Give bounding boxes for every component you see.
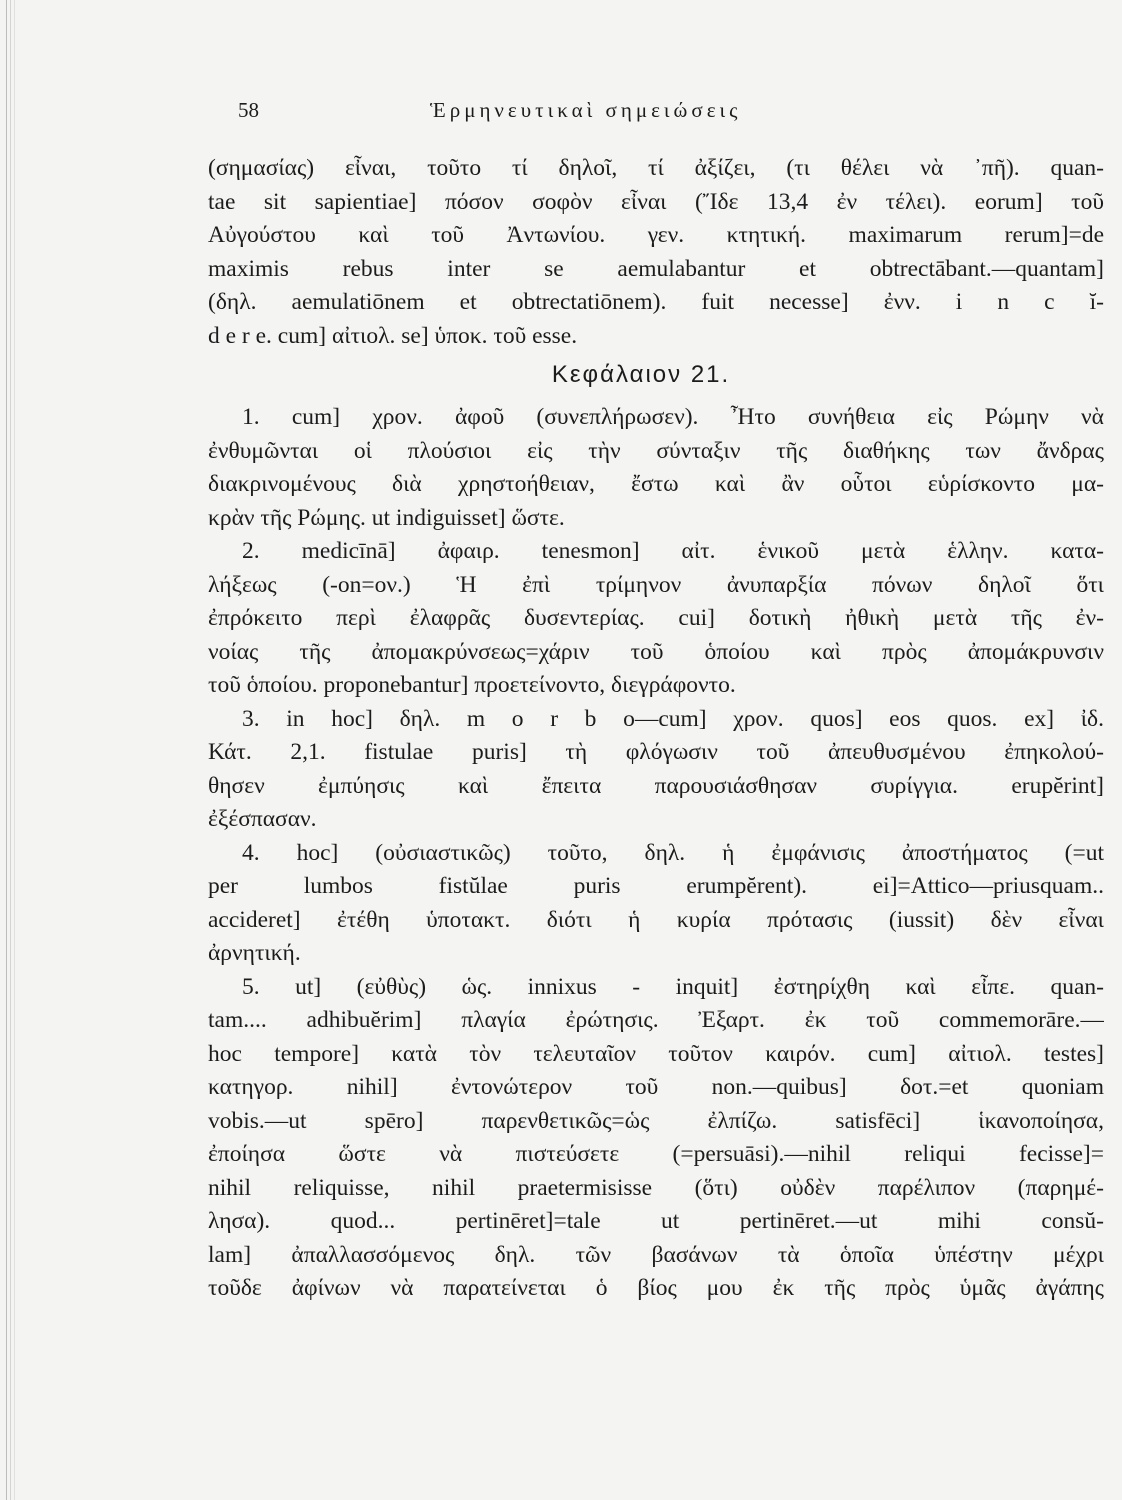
running-head — [238, 98, 878, 128]
text-line: 5. ut] (εὐθὺς) ὡς. innixus - inquit] ἐστηρίχθη καὶ εἶπε. quan- — [242, 973, 1104, 1000]
text-line: hoc tempore] κατὰ τὸν τελευταῖον τοῦτον καιρόν. cum] αἰτιολ. testes] — [208, 1040, 1104, 1067]
text-line: tae sit sapientiae] πόσον σοφὸν εἶναι (Ἴδε 13,4 ἐν τέλει). eorum] τοῦ — [208, 188, 1104, 215]
text-line: τοῦδε ἀφίνων νὰ παρατείνεται ὁ βίος μου ἐκ τῆς πρὸς ὑμᾶς ἀγάπης — [208, 1275, 1104, 1301]
text-line: per lumbos fistŭlae puris erumpĕrent). ei]=Attico—priusquam.. — [208, 873, 1104, 899]
text-line: λήξεως (-on=ον.) Ἡ ἐπὶ τρίμηνον ἀνυπαρξία πόνων δηλοῖ ὅτι — [208, 571, 1104, 598]
chapter-heading: Κεφάλαιον 21. — [551, 361, 731, 388]
text-line: maximis rebus inter se aemulabantur et obtrectābant.—quantam] — [208, 255, 1104, 282]
text-line: (σημασίας) εἶναι, τοῦτο τί δηλοῖ, τί ἀξίζει, (τι θέλει νὰ ᾽πῆ). quan- — [208, 155, 1104, 181]
text-line: tam.... adhibuĕrim] πλαγία ἐρώτησις. Ἐξαρτ. ἐκ τοῦ commemorāre.— — [208, 1007, 1104, 1033]
intro-paragraph — [208, 152, 1104, 353]
text-line: ἐνθυμῶνται οἱ πλούσιοι εἰς τὴν σύνταξιν τῆς διαθήκης των ἄνδρας — [208, 437, 1104, 464]
text-line: ἀρνητική. — [208, 940, 301, 966]
page-edge-line — [6, 0, 7, 1500]
text-line: nihil reliquisse, nihil praetermisisse (ὅτι) οὐδὲν παρέλιπον (παρημέ- — [208, 1174, 1104, 1201]
text-line: ἐξέσπασαν. — [208, 806, 317, 832]
text-line: Αὐγούστου καὶ τοῦ Ἀντωνίου. γεν. κτητική. maximarum rerum]=de — [208, 222, 1104, 248]
text-line: κρὰν τῆς Ρώμης. ut indiguisset] ὥστε. — [208, 504, 565, 531]
text-line: κατηγορ. nihil] ἐντονώτερον τοῦ non.—quibus] δοτ.=et quoniam — [208, 1074, 1104, 1100]
text-line: διακρινομένους διὰ χρηστοήθειαν, ἔστω καὶ ἂν οὗτοι εὑρίσκοντο μα- — [208, 471, 1104, 497]
text-line: ἐποίησα ὥστε νὰ πιστεύσετε (=persuāsi).—nihil reliqui fecisse]= — [208, 1141, 1104, 1167]
text-line: vobis.—ut spēro] παρενθετικῶς=ὡς ἐλπίζω. satisfēci] ἱκανοποίησα, — [208, 1107, 1104, 1134]
page-edge-line — [14, 0, 15, 1500]
text-line: ἐπρόκειτο περὶ ἐλαφρᾶς δυσεντερίας. cui] δοτικὴ ἠθικὴ μετὰ τῆς ἐν- — [208, 605, 1104, 631]
text-line: θησεν ἐμπύησις καὶ ἔπειτα παρουσιάσθησαν συρίγγια. erupĕrint] — [208, 772, 1104, 799]
text-line: 2. medicīnā] ἀφαιρ. tenesmon] αἰτ. ἑνικοῦ μετὰ ἑλλην. κατα- — [242, 538, 1104, 564]
note-paragraph-2 — [208, 535, 1104, 703]
text-line: lam] ἀπαλλασσόμενος δηλ. τῶν βασάνων τὰ ὁποῖα ὑπέστην μέχρι — [208, 1241, 1104, 1268]
text-line: νοίας τῆς ἀπομακρύνσεως=χάριν τοῦ ὁποίου καὶ πρὸς ἀπομάκρυνσιν — [208, 638, 1104, 665]
text-line: d e r e. cum] αἰτιολ. se] ὑποκ. τοῦ esse. — [208, 322, 578, 349]
running-title: Ἑρμηνευτικαὶ σημειώσεις — [430, 98, 742, 122]
note-paragraph-5 — [208, 971, 1104, 1306]
note-paragraph-1 — [208, 401, 1104, 535]
note-paragraph-4 — [208, 837, 1104, 971]
text-line: 1. cum] χρον. ἀφοῦ (συνεπλήρωσεν). Ἦτο συνήθεια εἰς Ρώμην νὰ — [242, 404, 1104, 430]
page-edge-line — [10, 0, 11, 1500]
text-line: Κάτ. 2,1. fistulae puris] τὴ φλόγωσιν τοῦ ἀπευθυσμένου ἐπηκολού- — [208, 739, 1104, 765]
text-line: 4. hoc] (οὐσιαστικῶς) τοῦτο, δηλ. ἡ ἐμφάνισις ἀποστήματος (=ut — [242, 839, 1104, 866]
text-line: 3. in hoc] δηλ. m o r b o—cum] χρον. quos] eos quos. ex] ἰδ. — [242, 705, 1104, 732]
text-line: λησα). quod... pertinēret]=tale ut pertinēret.—ut mihi consŭ- — [208, 1208, 1104, 1234]
note-paragraph-3 — [208, 703, 1104, 837]
text-line: τοῦ ὁποίου. proponebantur] προετείνοντο, διεγράφοντο. — [208, 672, 736, 698]
body-text — [208, 152, 1104, 1306]
text-line: accideret] ἐτέθη ὑποτακτ. διότι ἡ κυρία πρότασις (iussit) δὲν εἶναι — [208, 906, 1104, 933]
text-line: (δηλ. aemulatiōnem et obtrectatiōnem). fuit necesse] ἐνν. i n c ĭ- — [208, 289, 1104, 315]
page-number: 58 — [238, 98, 259, 122]
